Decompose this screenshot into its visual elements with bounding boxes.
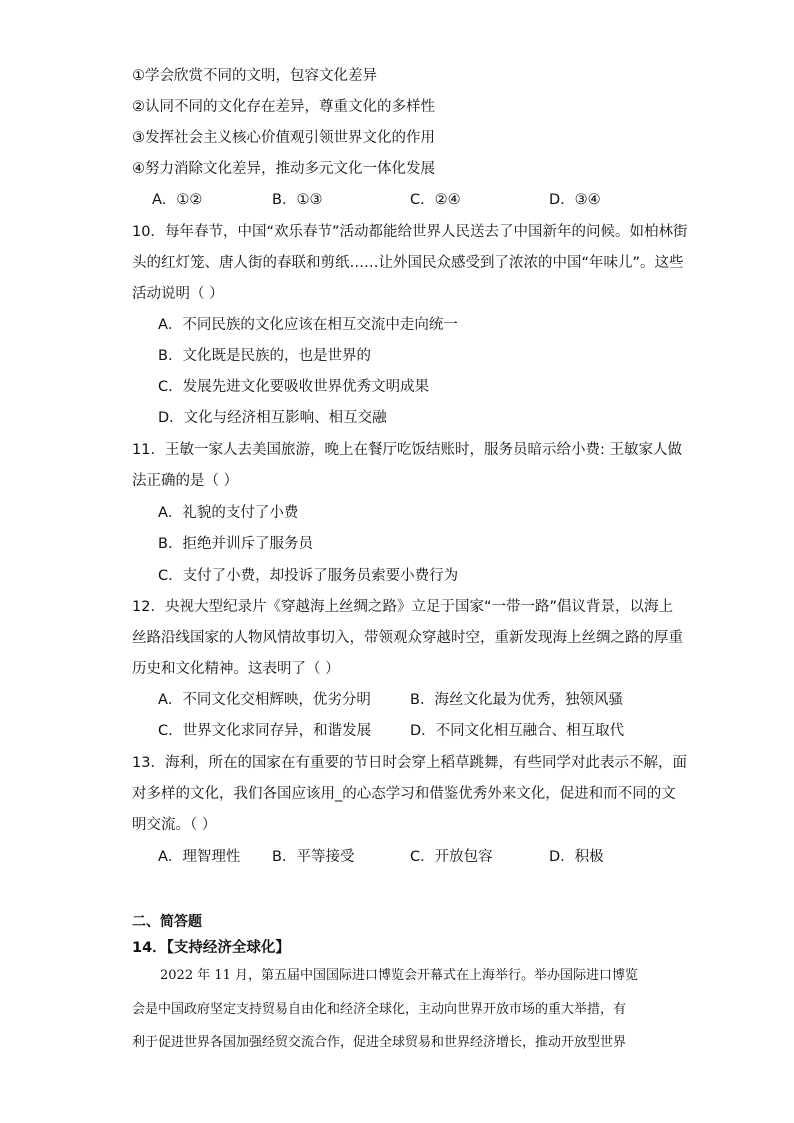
q10-option-a: A．不同民族的文化应该在相互交流中走向统一 [158,317,458,333]
q9-option-a: A．①② [152,192,203,208]
q12-option-a: A．不同文化交相辉映，优劣分明 [158,692,371,708]
q14-paragraph-line-2: 会是中国政府坚定支持贸易自由化和经济全球化，主动向世界开放市场的重大举措，有 [132,1002,627,1017]
q9-item-3: ③发挥社会主义核心价值观引领世界文化的作用 [132,130,435,146]
q13-option-d: D．积极 [549,849,604,865]
q14-paragraph-line-1: 2022 年 11 月，第五届中国国际进口博览会开幕式在上海举行。举办国际进口博览 [160,968,639,983]
q14-title: 14．【支持经济全球化】 [132,940,290,956]
q9-option-c: C．②④ [410,192,461,208]
q11-option-a: A．礼貌的支付了小费 [158,505,299,521]
q13-stem-line-1: 13．海利，所在的国家在有重要的节日时会穿上稻草跳舞，有些同学对此表示不解，面 [132,755,687,771]
q11-option-c: C．支付了小费，却投诉了服务员索要小费行为 [158,568,459,584]
q11-stem-line-2: 法正确的是（ ） [132,473,239,489]
q9-item-4: ④努力消除文化差异，推动多元文化一体化发展 [132,161,435,177]
q10-option-d: D．文化与经济相互影响、相互交融 [158,410,387,426]
q12-stem-line-1: 12．央视大型纪录片《穿越海上丝绸之路》立足于国家“一带一路”倡议背景，以海上 [132,599,673,615]
q12-stem-line-3: 历史和文化精神。这表明了（ ） [132,661,340,677]
q10-stem-line-2: 头的红灯笼、唐人街的春联和剪纸……让外国民众感受到了浓浓的中国“年味儿”。这些 [132,255,684,271]
q10-option-b: B．文化既是民族的，也是世界的 [158,348,371,364]
q14-paragraph-line-3: 利于促进世界各国加强经贸交流合作，促进全球贸易和世界经济增长，推动开放型世界 [132,1035,627,1050]
q12-stem-line-2: 丝路沿线国家的人物风情故事切入，带领观众穿越时空，重新发现海上丝绸之路的厚重 [132,630,683,646]
q13-stem-line-2: 对多样的文化，我们各国应该用_的心态学习和借鉴优秀外来文化，促进和而不同的文 [132,786,676,802]
q10-stem-line-1: 10．每年春节，中国“欢乐春节”活动都能给世界人民送去了中国新年的问候。如柏林街 [132,224,688,240]
q10-stem-line-3: 活动说明（ ） [132,286,224,302]
q10-option-c: C．发展先进文化要吸收世界优秀文明成果 [158,379,430,395]
q9-item-2: ②认同不同的文化存在差异，尊重文化的多样性 [132,99,435,115]
q12-option-b: B．海丝文化最为优秀，独领风骚 [410,692,623,708]
q9-item-1: ①学会欣赏不同的文明，包容文化差异 [132,68,377,84]
q12-option-c: C．世界文化求同存异，和谐发展 [158,723,372,739]
q12-option-d: D．不同文化相互融合、相互取代 [410,723,625,739]
section-title: 二、简答题 [132,914,202,930]
q13-option-b: B．平等接受 [272,849,355,865]
q13-option-a: A．理智理性 [158,849,241,865]
q9-option-d: D．③④ [549,192,601,208]
q13-stem-line-3: 明交流。（ ） [132,817,217,833]
q9-option-b: B．①③ [272,192,323,208]
q11-option-b: B．拒绝并训斥了服务员 [158,536,313,552]
q13-option-c: C．开放包容 [410,849,493,865]
q11-stem-line-1: 11．王敏一家人去美国旅游，晚上在餐厅吃饭结账时，服务员暗示给小费: 王敏家人做 [132,442,682,458]
